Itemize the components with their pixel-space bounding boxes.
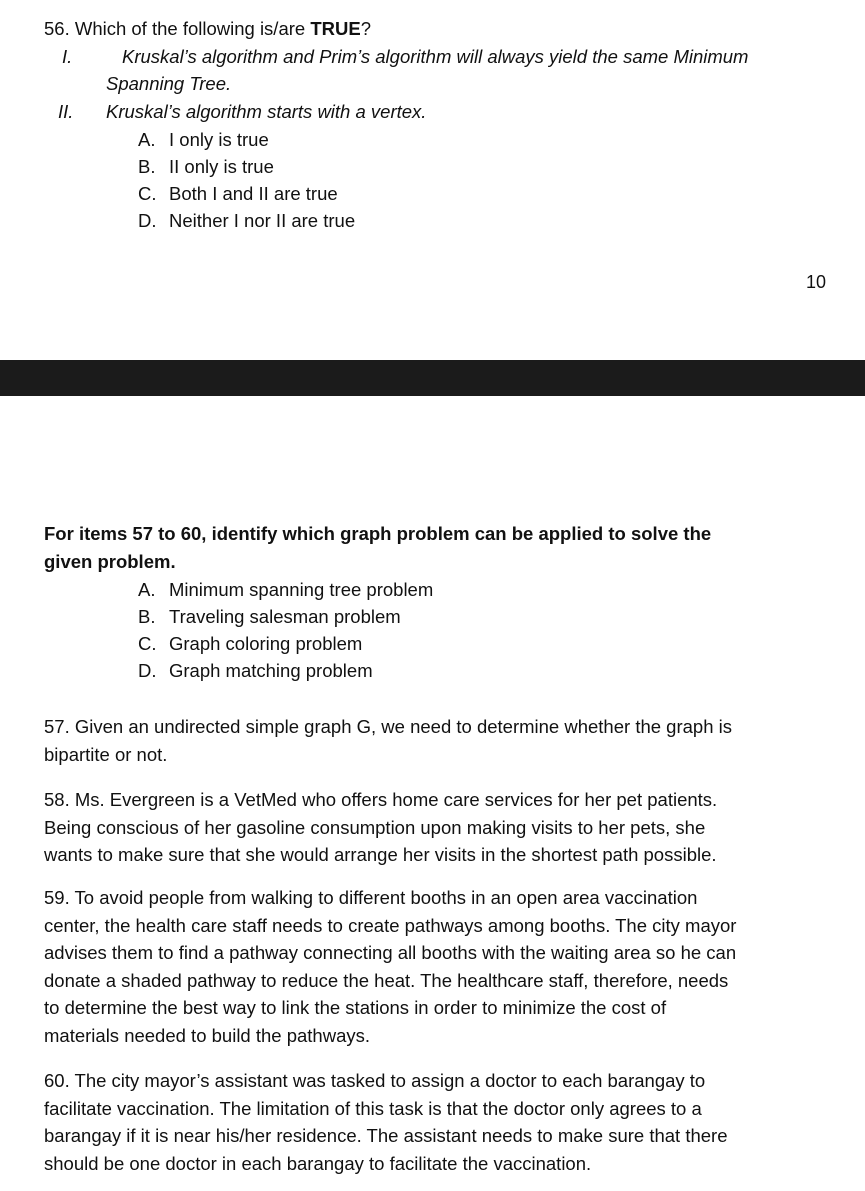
q56-choice-c-text: Both I and II are true (169, 183, 338, 204)
item-58-line-3: wants to make sure that she would arrange her visits in the shortest path possible. (44, 844, 717, 865)
q56-statement-2-numeral: II. (58, 101, 74, 122)
q56-choice-a-text: I only is true (169, 129, 269, 150)
item-60-line-4: should be one doctor in each barangay to facilitate the vaccination. (44, 1152, 592, 1174)
item-58-line-2: Being conscious of her gasoline consumption upon making visits to her pets, she (44, 816, 706, 838)
section-choice-b (138, 603, 401, 630)
section-choice-c-letter: C. (138, 633, 157, 654)
item-57-line-1: 57. Given an undirected simple graph G, we need to determine whether the graph is (44, 716, 732, 737)
q56-choice-b-letter: B. (138, 156, 156, 177)
q56-choice-b (138, 153, 274, 180)
q56-statement-1-numeral: I. (62, 46, 73, 67)
q56-choice-d-letter: D. (138, 210, 157, 231)
section-choice-c (138, 630, 362, 657)
q56-stem (44, 15, 371, 42)
section-choice-d-letter: D. (138, 660, 157, 681)
q56-statement-1 (62, 43, 748, 70)
q56-stem-prefix: Which of the following is/are (74, 18, 311, 39)
item-59-line-4: donate a shaded pathway to reduce the heat. The healthcare staff, therefore, needs (44, 969, 729, 991)
section-choice-a-letter: A. (138, 579, 156, 600)
item-57-line-2: bipartite or not. (44, 743, 168, 765)
q56-statement-1-cont (106, 70, 231, 97)
item-60-line-1: 60. The city mayor’s assistant was tasked to assign a doctor to each barangay to (44, 1070, 706, 1091)
section-heading-line2: given problem. (44, 551, 176, 572)
q56-choice-a (138, 126, 269, 153)
section-choice-c-text: Graph coloring problem (169, 633, 363, 654)
page-break-band (0, 360, 865, 396)
item-60-line-3: barangay if it is near his/her residence. The assistant needs to make sure that there (44, 1125, 728, 1146)
q56-choice-c (138, 180, 338, 207)
section-heading-line1: For items 57 to 60, identify which graph problem can be applied to solve the (44, 523, 712, 544)
q56-statement-1-line1: Kruskal’s algorithm and Prim’s algorithm will always yield the same Minimum (122, 46, 749, 67)
q56-number: 56. (44, 18, 70, 39)
item-59-line-1: 59. To avoid people from walking to different booths in an open area vaccination (44, 887, 698, 908)
item-57 (44, 713, 732, 768)
section-choice-a (138, 576, 433, 603)
q56-choice-d-text: Neither I nor II are true (169, 210, 356, 231)
section-choice-b-letter: B. (138, 606, 156, 627)
section-choice-d-text: Graph matching problem (169, 660, 373, 681)
q56-choice-c-letter: C. (138, 183, 157, 204)
item-58 (44, 786, 717, 869)
item-58-line-1: 58. Ms. Evergreen is a VetMed who offers home care services for her pet patients. (44, 789, 718, 810)
item-59-line-6: materials needed to build the pathways. (44, 1024, 371, 1046)
section-choice-a-text: Minimum spanning tree problem (169, 579, 434, 600)
item-59-line-3: advises them to find a pathway connecting all booths with the waiting area so he can (44, 942, 737, 963)
page-number: 10 (805, 272, 826, 292)
item-59-line-2: center, the health care staff needs to create pathways among booths. The city mayor (44, 914, 737, 936)
section-choice-b-text: Traveling salesman problem (169, 606, 401, 627)
item-60 (44, 1067, 728, 1177)
section-choice-d (138, 657, 373, 684)
q56-statement-2-line1: Kruskal’s algorithm starts with a vertex. (106, 101, 427, 122)
item-60-line-2: facilitate vaccination. The limitation of this task is that the doctor only agrees to a (44, 1097, 702, 1119)
q56-choice-b-text: II only is true (169, 156, 274, 177)
item-59 (44, 884, 736, 1049)
q56-stem-suffix: ? (360, 18, 371, 39)
item-59-line-5: to determine the best way to link the stations in order to minimize the cost of (44, 997, 667, 1018)
q56-statement-2 (58, 98, 426, 125)
q56-stem-bold: TRUE (310, 18, 361, 39)
q56-choice-a-letter: A. (138, 129, 156, 150)
q56-choice-d (138, 207, 355, 234)
q56-statement-1-line2: Spanning Tree. (106, 73, 232, 94)
